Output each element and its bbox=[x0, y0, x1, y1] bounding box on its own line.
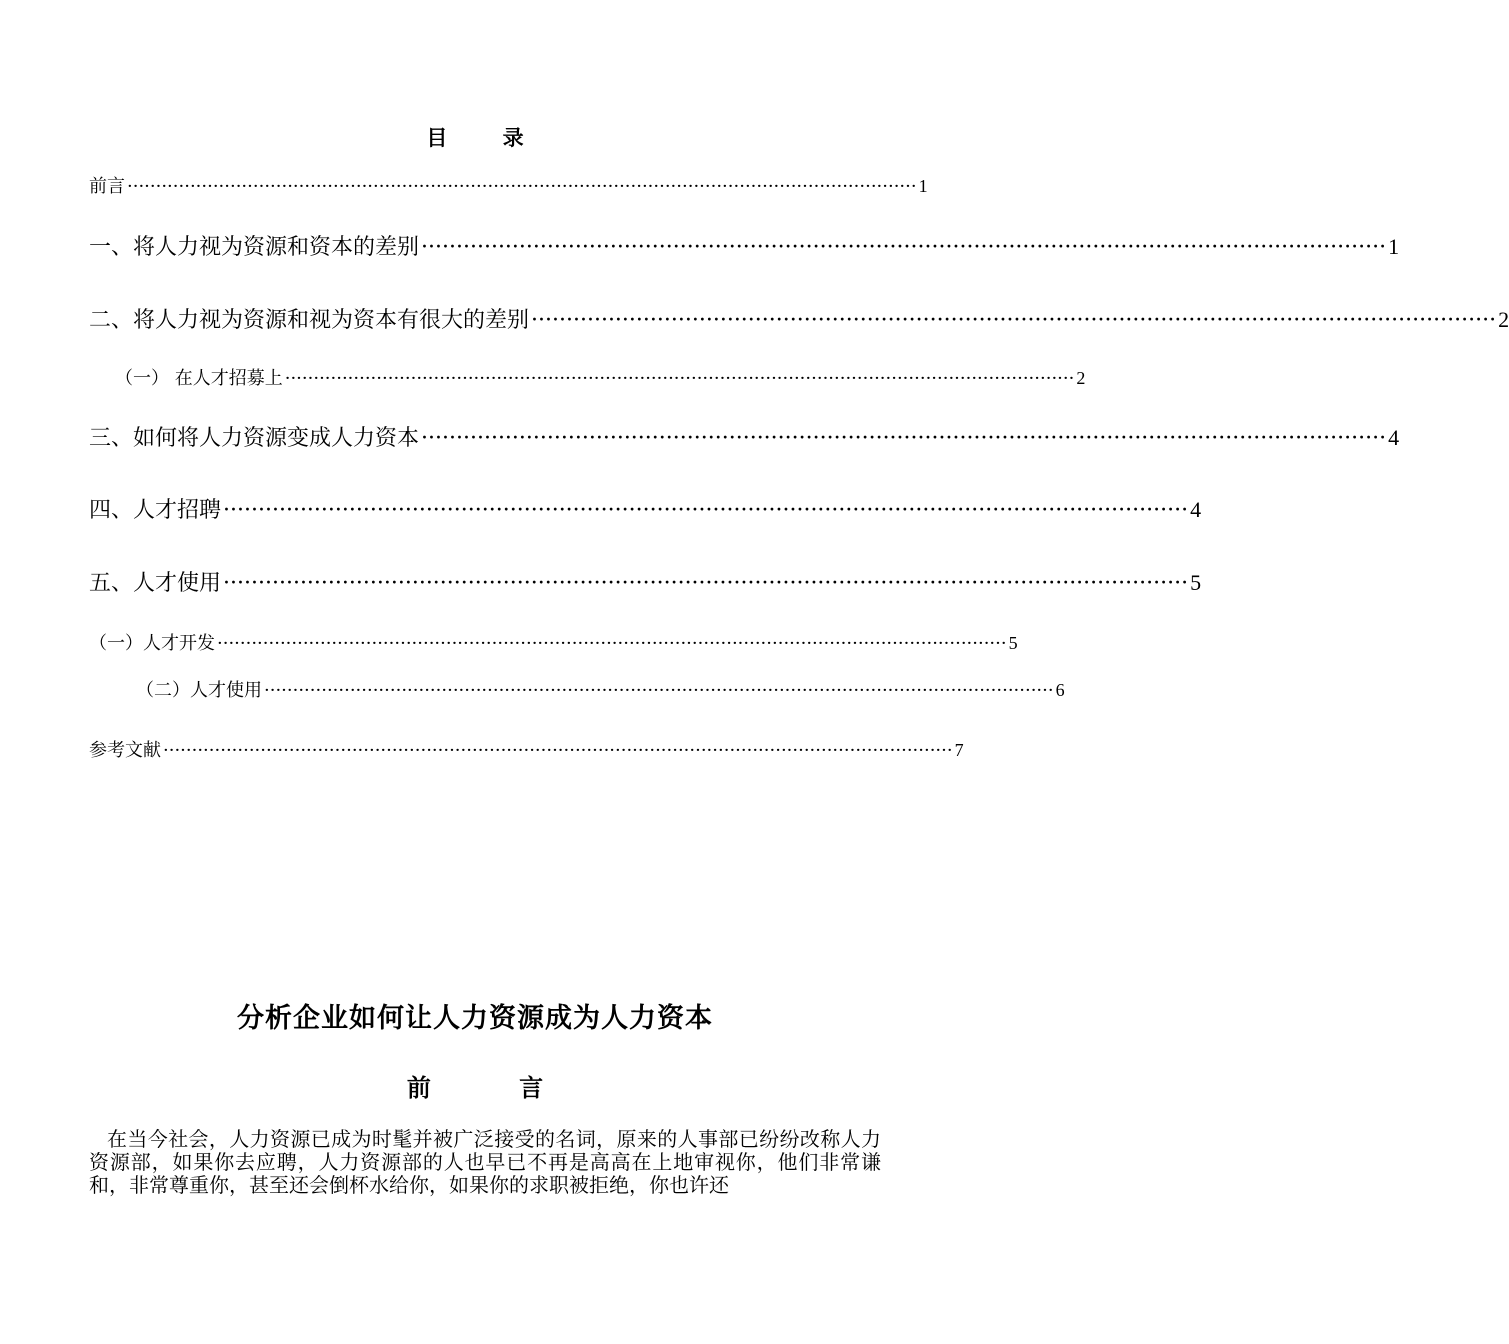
toc-page-number: 1 bbox=[918, 176, 928, 196]
toc-entry-section-5-1[interactable] bbox=[89, 629, 1018, 655]
toc-entry-label: （一） 在人才招募上 bbox=[115, 368, 283, 389]
toc-entry-label: 四、人才招聘 bbox=[89, 498, 222, 523]
toc-page-number: 4 bbox=[1190, 497, 1202, 522]
toc-entry-section-2-1[interactable] bbox=[115, 364, 1086, 390]
toc-page-number: 5 bbox=[1190, 570, 1202, 595]
toc-leader-dots: ·········································································································································· bbox=[223, 498, 1189, 523]
toc-entry-section-5[interactable] bbox=[89, 566, 1202, 597]
toc-leader-dots: ·········································································································································· bbox=[127, 176, 917, 197]
toc-leader-dots: ·········································································································································· bbox=[284, 368, 1075, 389]
toc-leader-dots: ·········································································································································· bbox=[531, 308, 1497, 333]
toc-leader-dots: ·········································································································································· bbox=[217, 633, 1007, 654]
toc-page-number: 2 bbox=[1076, 368, 1086, 388]
toc-entry-section-3[interactable] bbox=[89, 421, 1400, 452]
toc-entry-label: 一、将人力视为资源和资本的差别 bbox=[89, 235, 420, 260]
toc-page-number: 2 bbox=[1498, 307, 1509, 332]
toc-entry-references[interactable] bbox=[89, 736, 964, 762]
toc-page-number: 5 bbox=[1008, 633, 1018, 653]
toc-page-number: 4 bbox=[1388, 425, 1400, 450]
section-heading: 前 言 bbox=[406, 1073, 584, 1102]
body-paragraph: 在当今社会，人力资源已成为时髦并被广泛接受的名词，原来的人事部已纷纷改称人力资源部，如果你去应聘，人力资源部的人也早已不再是高高在上地审视你，他们非常谦和，非常尊重你，甚至还会倒杯水给你，如果你的求职被拒绝，你也许还 bbox=[89, 1127, 881, 1197]
toc-entry-label: 前言 bbox=[89, 176, 125, 197]
toc-leader-dots: ·········································································································································· bbox=[421, 235, 1387, 260]
toc-entry-label: （一）人才开发 bbox=[89, 633, 215, 654]
toc-leader-dots: ·········································································································································· bbox=[163, 740, 953, 761]
toc-entry-label: 五、人才使用 bbox=[89, 571, 222, 596]
toc-title: 目 录 bbox=[426, 125, 548, 150]
toc-entry-label: 参考文献 bbox=[89, 740, 161, 761]
toc-entry-preface[interactable] bbox=[89, 172, 928, 198]
toc-entry-section-4[interactable] bbox=[89, 493, 1202, 524]
toc-page-number: 7 bbox=[954, 740, 964, 760]
toc-page-number: 1 bbox=[1388, 234, 1400, 259]
toc-entry-label: 三、如何将人力资源变成人力资本 bbox=[89, 426, 420, 451]
toc-leader-dots: ·········································································································································· bbox=[223, 571, 1189, 596]
toc-entry-label: （二）人才使用 bbox=[136, 680, 262, 701]
toc-entry-label: 二、将人力视为资源和视为资本有很大的差别 bbox=[89, 308, 530, 333]
toc-leader-dots: ·········································································································································· bbox=[264, 680, 1054, 701]
toc-entry-section-2[interactable] bbox=[89, 303, 1509, 334]
document-title: 分析企业如何让人力资源成为人力资本 bbox=[237, 1003, 713, 1034]
toc-page-number: 6 bbox=[1055, 680, 1065, 700]
toc-entry-section-5-2[interactable] bbox=[136, 676, 1065, 702]
toc-leader-dots: ·········································································································································· bbox=[421, 426, 1387, 451]
toc-entry-section-1[interactable] bbox=[89, 230, 1400, 261]
